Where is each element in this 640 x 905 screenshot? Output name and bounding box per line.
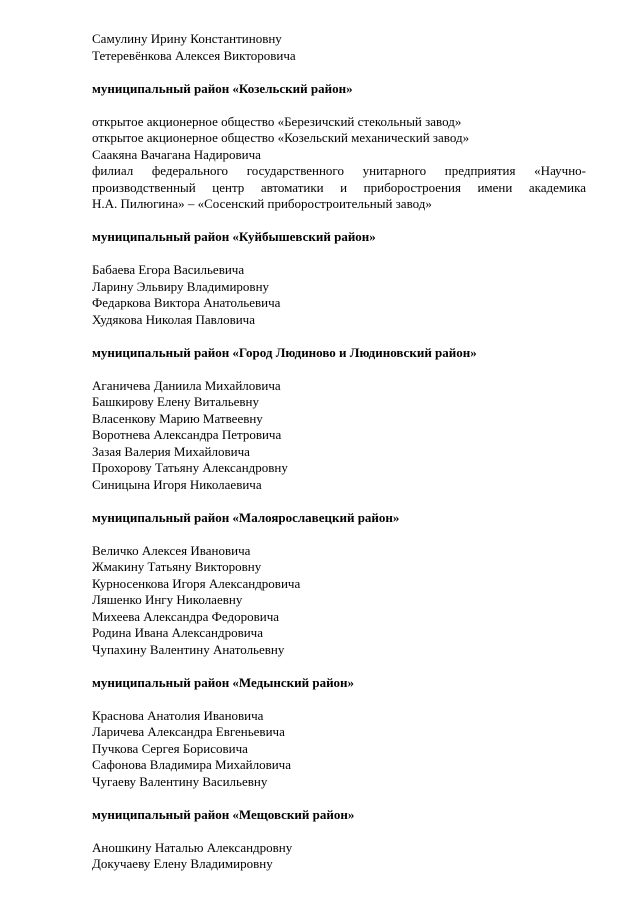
list-item: Аганичева Даниила Михайловича (92, 377, 281, 393)
list-item: Прохорову Татьяну Александровну (92, 460, 288, 475)
section-lyudinovo (92, 345, 586, 494)
list-item: Михеева Александра Федоровича (92, 608, 280, 624)
list-item: Чупахину Валентину Анатольевну (92, 641, 285, 657)
list-item: Пучкова Сергея Борисовича (92, 740, 248, 756)
list-item: Саакяна Вачагана Надировича (92, 146, 261, 162)
list-item: Тетеревёнкова Алексея Викторовича (92, 47, 296, 63)
section-heading: муниципальный район «Малоярославецкий район» (92, 509, 400, 525)
document-body (92, 31, 586, 873)
list-item: Величко Алексея Ивановича (92, 542, 251, 558)
section-meshchovsk (92, 807, 586, 873)
paragraph-line: филиал федерального государственного унитарного предприятия «Научно- (92, 163, 586, 178)
list-item: открытое акционерное общество «Березичский стекольный завод» (92, 113, 462, 129)
list-item: Курносенкова Игоря Александровича (92, 575, 301, 591)
section-heading: муниципальный район «Мещовский район» (92, 806, 355, 822)
list-item: Чугаеву Валентину Васильевну (92, 773, 268, 789)
section-medyn (92, 675, 586, 791)
paragraph-line: производственный центр автоматики и приборостроения имени академика (92, 179, 586, 195)
section-heading: муниципальный район «Город Людиново и Людиновский район» (92, 344, 477, 360)
list-item: Власенкову Марию Матвеевну (92, 410, 263, 426)
section-kuibyshevsky (92, 229, 586, 328)
list-continuation (92, 31, 586, 64)
list-item: Самулину Ирину Константиновну (92, 31, 282, 46)
list-item: Докучаеву Елену Владимировну (92, 856, 273, 871)
list-item: Синицына Игоря Николаевича (92, 476, 262, 492)
section-heading: муниципальный район «Куйбышевский район» (92, 229, 376, 244)
list-item: Худякова Николая Павловича (92, 311, 255, 327)
list-item: Ларичева Александра Евгеньевича (92, 724, 285, 739)
list-item: открытое акционерное общество «Козельский механический завод» (92, 130, 470, 145)
paragraph-line: Н.А. Пилюгина» – «Сосенский приборостроительный завод» (92, 196, 432, 211)
list-item: Зазая Валерия Михайловича (92, 443, 250, 459)
section-kozelsky (92, 81, 586, 213)
list-item: Воротнева Александра Петровича (92, 427, 282, 442)
list-item-paragraph (92, 163, 586, 213)
list-item: Жмакину Татьяну Викторовну (92, 559, 262, 574)
list-item: Федаркова Виктора Анатольевича (92, 295, 281, 310)
list-item: Бабаева Егора Васильевича (92, 262, 245, 277)
list-item: Сафонова Владимира Михайловича (92, 757, 291, 772)
list-item: Краснова Анатолия Ивановича (92, 707, 264, 723)
list-item: Аношкину Наталью Александровну (92, 839, 293, 855)
list-item: Ларину Эльвиру Владимировну (92, 278, 270, 294)
list-item: Родина Ивана Александровича (92, 625, 263, 640)
list-item: Башкирову Елену Витальевну (92, 394, 260, 409)
section-heading: муниципальный район «Медынский район» (92, 674, 355, 690)
section-maloyaroslavets (92, 510, 586, 659)
section-heading: муниципальный район «Козельский район» (92, 80, 353, 96)
list-item: Ляшенко Ингу Николаевну (92, 592, 243, 607)
